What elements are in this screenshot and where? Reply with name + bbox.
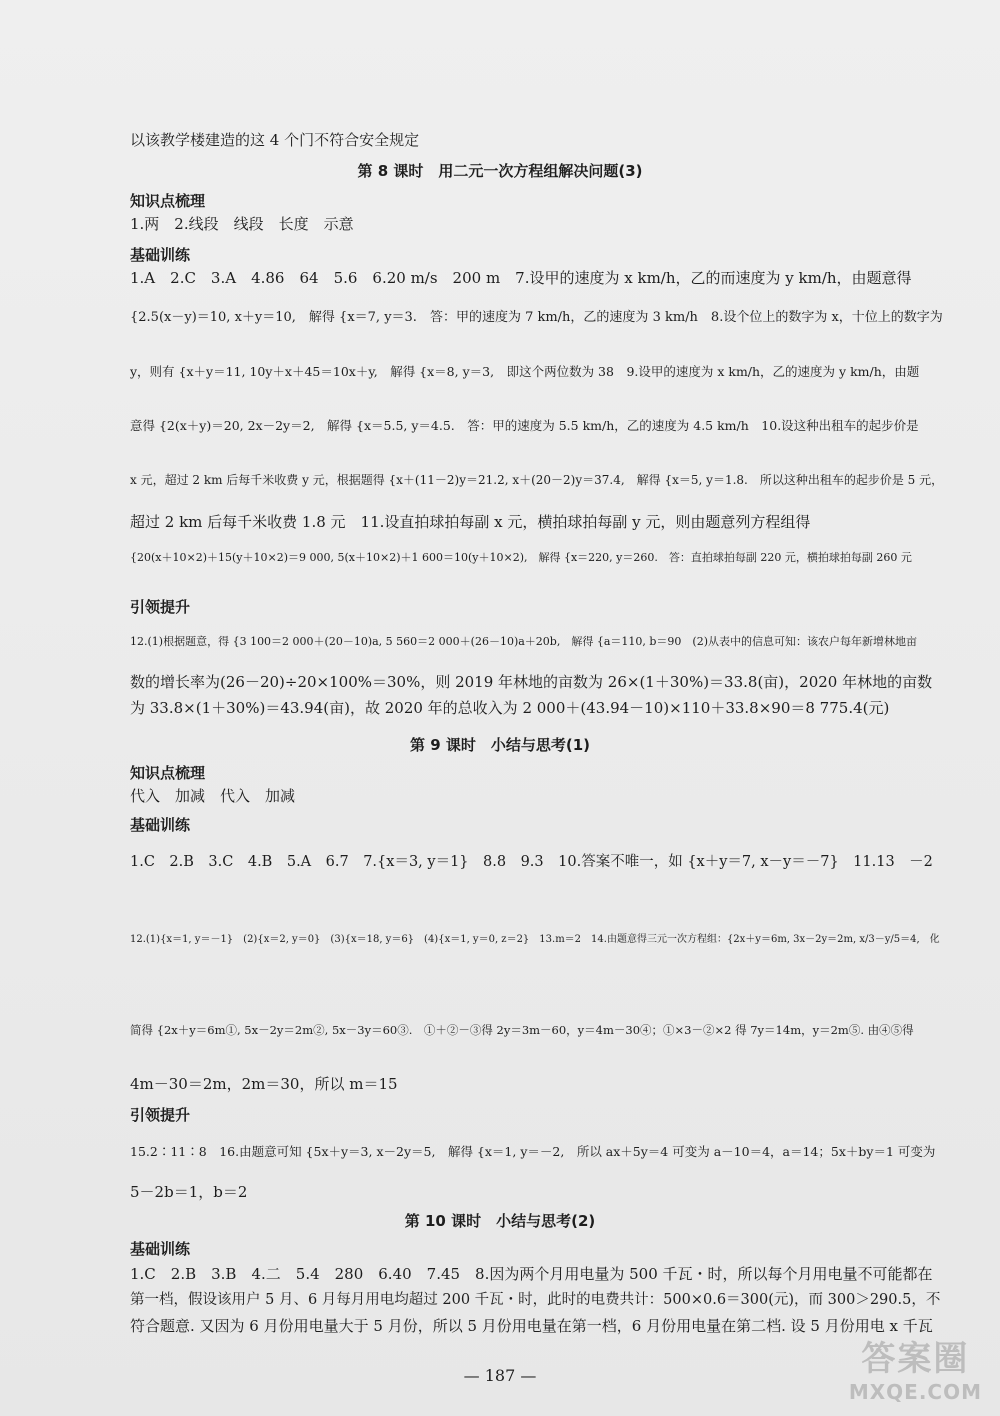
lesson8-basic-line: {20(x＋10×2)＋15(y＋10×2)＝9 000, 5(x＋10×2)＋1 600＝10(y＋10×2), 解得 {x＝220, y＝260. 答：直拍球拍每副 220 元，横拍球拍每副 260 元 (130, 551, 912, 564)
lesson8-basic-line: y，则有 {x＋y＝11, 10y＋x＋45＝10x＋y, 解得 {x＝8, y＝3, 即这个两位数为 38 9.设甲的速度为 x km/h，乙的速度为 y km/h，由题 (130, 364, 920, 379)
lesson8-title: 第 8 课时 用二元一次方程组解决问题(3) (357, 162, 643, 180)
lesson8-lead-heading: 引领提升 (130, 598, 191, 616)
lesson8-basic-line: 意得 {2(x＋y)＝20, 2x－2y＝2, 解得 {x＝5.5, y＝4.5. 答：甲的速度为 5.5 km/h，乙的速度为 4.5 km/h 10.设这种出租车的起步价是 (130, 418, 919, 433)
lesson8-basic-line: 超过 2 km 后每千米收费 1.8 元 11.设直拍球拍每副 x 元，横拍球拍每副 y 元，则由题意列方程组得 (130, 513, 811, 531)
lesson9-basic-line: 1.C 2.B 3.C 4.B 5.A 6.7 7.{x＝3, y＝1} 8.8 9.3 10.答案不唯一，如 {x＋y＝7, x－y＝－7} 11.13 －2 (130, 854, 933, 870)
lesson9-basic-line: 4m－30＝2m，2m＝30，所以 m＝15 (130, 1075, 398, 1093)
top-line: 以该教学楼建造的这 4 个门不符合安全规定 (130, 131, 420, 149)
watermark-line1: 答案圈 (861, 1339, 970, 1379)
lesson8-knowledge-heading: 知识点梳理 (130, 192, 206, 210)
lesson9-lead-line: 5－2b＝1，b＝2 (130, 1183, 248, 1201)
lesson10-basic-line: 1.C 2.B 3.B 4.二 5.4 280 6.40 7.45 8.因为两个月用电量为 500 千瓦・时，所以每个月用电量不可能都在 (130, 1265, 933, 1283)
lesson10-basic-heading: 基础训练 (130, 1240, 191, 1258)
lesson8-basic-heading: 基础训练 (130, 246, 191, 264)
lesson10-basic-line: 第一档，假设该用户 5 月、6 月每月用电均超过 200 千瓦・时，此时的电费共计：500×0.6＝300(元)，而 300＞290.5，不 (130, 1292, 941, 1308)
lesson9-knowledge: 代入 加减 代入 加减 (130, 787, 296, 805)
lesson9-basic-heading: 基础训练 (130, 816, 191, 834)
lesson8-basic-line: x 元，超过 2 km 后每千米收费 y 元，根据题得 {x＋(11－2)y＝21.2, x＋(20－2)y＝37.4, 解得 {x＝5, y＝1.8. 所以这种出租车的起步价是 5 元， (130, 473, 944, 487)
lesson9-basic-line: 简得 {2x＋y＝6m①, 5x－2y＝2m②, 5x－3y＝60③. ①＋②－③得 2y＝3m－60，y＝4m－30④；①×3－②×2 得 7y＝14m，y＝2m⑤. 由④⑤得 (130, 1023, 914, 1037)
lesson9-title: 第 9 课时 小结与思考(1) (409, 736, 591, 754)
lesson8-lead-line: 12.(1)根据题意，得 {3 100＝2 000＋(20－10)a, 5 560＝2 000＋(26－10)a＋20b, 解得 {a＝110, b＝90 (2)从表中的信息可知：该农户每年新增林地亩 (130, 635, 917, 648)
lesson8-basic-line: {2.5(x－y)＝10, x＋y＝10, 解得 {x＝7, y＝3. 答：甲的速度为 7 km/h，乙的速度为 3 km/h 8.设个位上的数字为 x，十位上的数字为 (130, 310, 943, 325)
lesson8-basic-line: 1.A 2.C 3.A 4.86 64 5.6 6.20 m/s 200 m 7.设甲的速度为 x km/h，乙的而速度为 y km/h，由题意得 (130, 269, 912, 287)
lesson8-lead-line: 为 33.8×(1＋30%)＝43.94(亩)，故 2020 年的总收入为 2 000＋(43.94－10)×110＋33.8×90＝8 775.4(元) (130, 699, 890, 717)
lesson9-lead-line: 15.2∶11∶8 16.由题意可知 {5x＋y＝3, x－2y＝5, 解得 {x＝1, y＝－2, 所以 ax＋5y＝4 可变为 a－10＝4，a＝14；5x＋by＝1 可变为 (130, 1144, 936, 1159)
lesson9-basic-line: 12.(1){x＝1, y＝－1} (2){x＝2, y＝0} (3){x＝18, y＝6} (4){x＝1, y＝0, z＝2} 13.m＝2 14.由题意得三元一次方程组：{2x＋y＝6m, 3x－2y＝2m, x/3－y/5＝4, 化 (130, 934, 940, 945)
page-number: — 187 — (463, 1366, 537, 1385)
watermark-logo (849, 1331, 982, 1404)
lesson8-lead-line: 数的增长率为(26－20)÷20×100%＝30%，则 2019 年林地的亩数为 26×(1＋30%)＝33.8(亩)，2020 年林地的亩数 (130, 673, 933, 691)
watermark-line2: MXQE.COM (848, 1380, 982, 1404)
lesson9-knowledge-heading: 知识点梳理 (130, 764, 206, 782)
lesson8-knowledge: 1.两 2.线段 线段 长度 示意 (130, 215, 354, 233)
lesson9-lead-heading: 引领提升 (130, 1106, 191, 1124)
lesson10-title: 第 10 课时 小结与思考(2) (404, 1212, 596, 1230)
lesson10-basic-line: 符合题意. 又因为 6 月份用电量大于 5 月份，所以 5 月份用电量在第一档，6 月份用电量在第二档. 设 5 月份用电 x 千瓦 (130, 1317, 933, 1335)
